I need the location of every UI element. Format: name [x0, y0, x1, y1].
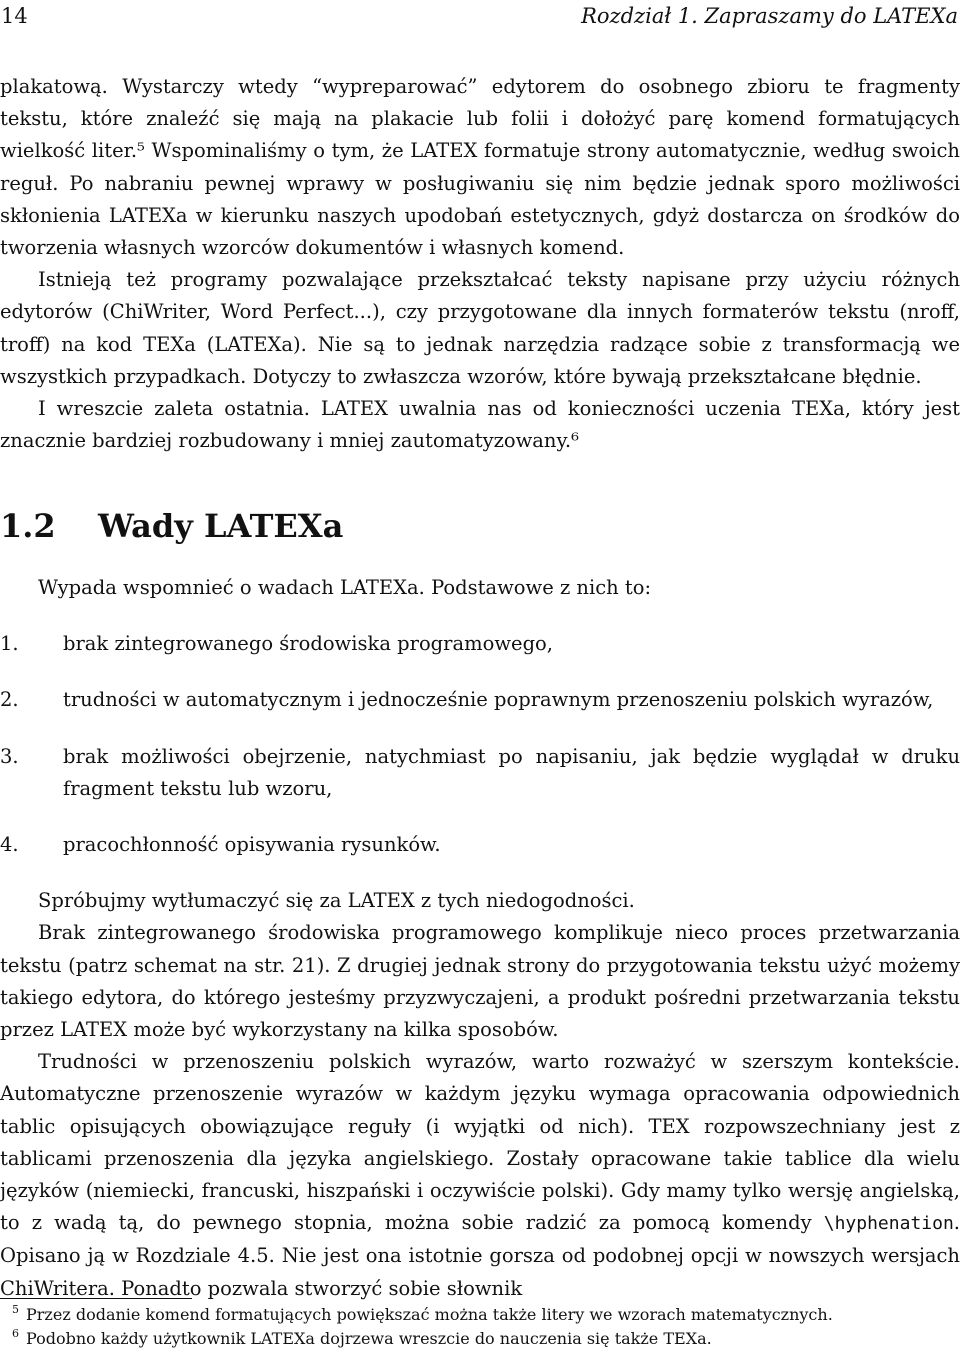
paragraph-text: Trudności w przenoszeniu polskich wyrazów, warto rozważyć w szerszym kontekście. Automatyczne przenoszenie wyrazów w każdym języku wymaga opracowania odpowiednich tablic opisujących obowiązujące reguły (i wyjątki od nich). TEX rozpowszechniany jest z tablicami przenoszenia dla języka angielskiego. Zostały opracowane takie tablice dla wielu języków (niemiecki, francuski, hiszpański i oczywiście polski). Gdy mamy tylko wersję angielską, to z wadą tą, do pewnego stopnia, można sobie radzić za pomocą komendy	[0, 1050, 960, 1235]
page-header	[0, 4, 960, 34]
enumerated-list	[0, 628, 960, 861]
footnote	[0, 1327, 960, 1351]
footnote-rule	[0, 1298, 192, 1299]
list-item	[0, 741, 960, 805]
paragraph-text: . Opisano ją w Rozdziale 4.5. Nie jest ona istotnie gorsza od podobnej opcji w nowszych wersjach ChiWritera. Ponadto pozwala stworzyć sobie słownik	[0, 1211, 960, 1300]
section-body	[0, 572, 960, 1305]
footnotes	[0, 1303, 960, 1351]
footnote-text: Przez dodanie komend formatujących powiększać można także litery we wzorach matematycznych.	[26, 1305, 833, 1324]
list-item-text: pracochłonność opisywania rysunków.	[63, 833, 441, 857]
page-number: 14	[1, 4, 28, 28]
paragraph	[0, 1046, 960, 1305]
footnote	[0, 1303, 960, 1327]
list-item-text: brak możliwości obejrzenie, natychmiast po napisaniu, jak będzie wyglądał w druku fragment tekstu lub wzoru,	[63, 744, 960, 800]
footnote-text: Podobno każdy użytkownik LATEXa dojrzewa wreszcie do nauczenia się także TEXa.	[26, 1329, 712, 1348]
list-item	[0, 628, 960, 660]
paragraph: I wreszcie zaleta ostatnia. LATEX uwalnia nas od konieczności uczenia TEXa, który jest znacznie bardziej rozbudowany i mniej zautomatyzowany.⁶	[0, 397, 960, 453]
list-item-text: trudności w automatycznym i jednocześnie poprawnym przenoszeniu polskich wyrazów,	[63, 688, 934, 712]
list-item-text: brak zintegrowanego środowiska programowego,	[63, 632, 553, 656]
footnote-mark: 5	[12, 1303, 19, 1316]
section-intro: Wypada wspomnieć o wadach LATEXa. Podstawowe z nich to:	[38, 576, 652, 599]
list-item	[0, 829, 960, 861]
list-marker: 4.	[0, 833, 19, 857]
list-marker: 2.	[0, 688, 19, 712]
section-number: 1.2	[0, 507, 56, 545]
footnote-mark: 6	[12, 1327, 19, 1340]
running-title: Rozdział 1. Zapraszamy do LATEXa	[581, 4, 958, 28]
list-marker: 3.	[0, 744, 19, 768]
paragraph: plakatową. Wystarczy wtedy “wypreparować” edytorem do osobnego zbioru te fragmenty tekstu, które znaleźć się mają na plakacie lub folii i dołożyć parę komend formatujących wielkość liter.⁵ Wspominaliśmy o tym, że LATEX formatuje strony automatycznie, według swoich reguł. Po nabraniu pewnej wprawy w posługiwaniu się nim będzie jednak sporo możliwości skłonienia LATEXa w kierunku naszych upodobań estetycznych, gdyż dostarcza on środków do tworzenia własnych wzorców dokumentów i własnych komend.	[0, 75, 960, 260]
paragraph: Istnieją też programy pozwalające przekształcać teksty napisane przy użyciu różnych edytorów (ChiWriter, Word Perfect...), czy przygotowane dla innych formaterów tekstu (nroff, troff) na kod TEXa (LATEXa). Nie są to jednak narzędzia radzące sobie z transformacją we wszystkich przypadkach. Dotyczy to zwłaszcza wzorów, które bywają przekształcane błędnie.	[0, 268, 960, 388]
paragraph: Brak zintegrowanego środowiska programowego komplikuje nieco proces przetwarzania tekstu (patrz schemat na str. 21). Z drugiej jednak strony do przygotowania tekstu użyć możemy takiego edytora, do którego jesteśmy przyzwyczajeni, a produkt pośredni przetwarzania tekstu przez LATEX może być wykorzystany na kilka sposobów.	[0, 921, 960, 1042]
paragraph: Spróbujmy wytłumaczyć się za LATEX z tych niedogodności.	[38, 889, 635, 913]
list-marker: 1.	[0, 632, 19, 656]
list-item	[0, 684, 960, 716]
code-command: \hyphenation	[823, 1213, 954, 1235]
section-title: Wady LATEXa	[98, 507, 344, 545]
opening-text	[0, 71, 960, 457]
section-heading	[0, 507, 343, 545]
